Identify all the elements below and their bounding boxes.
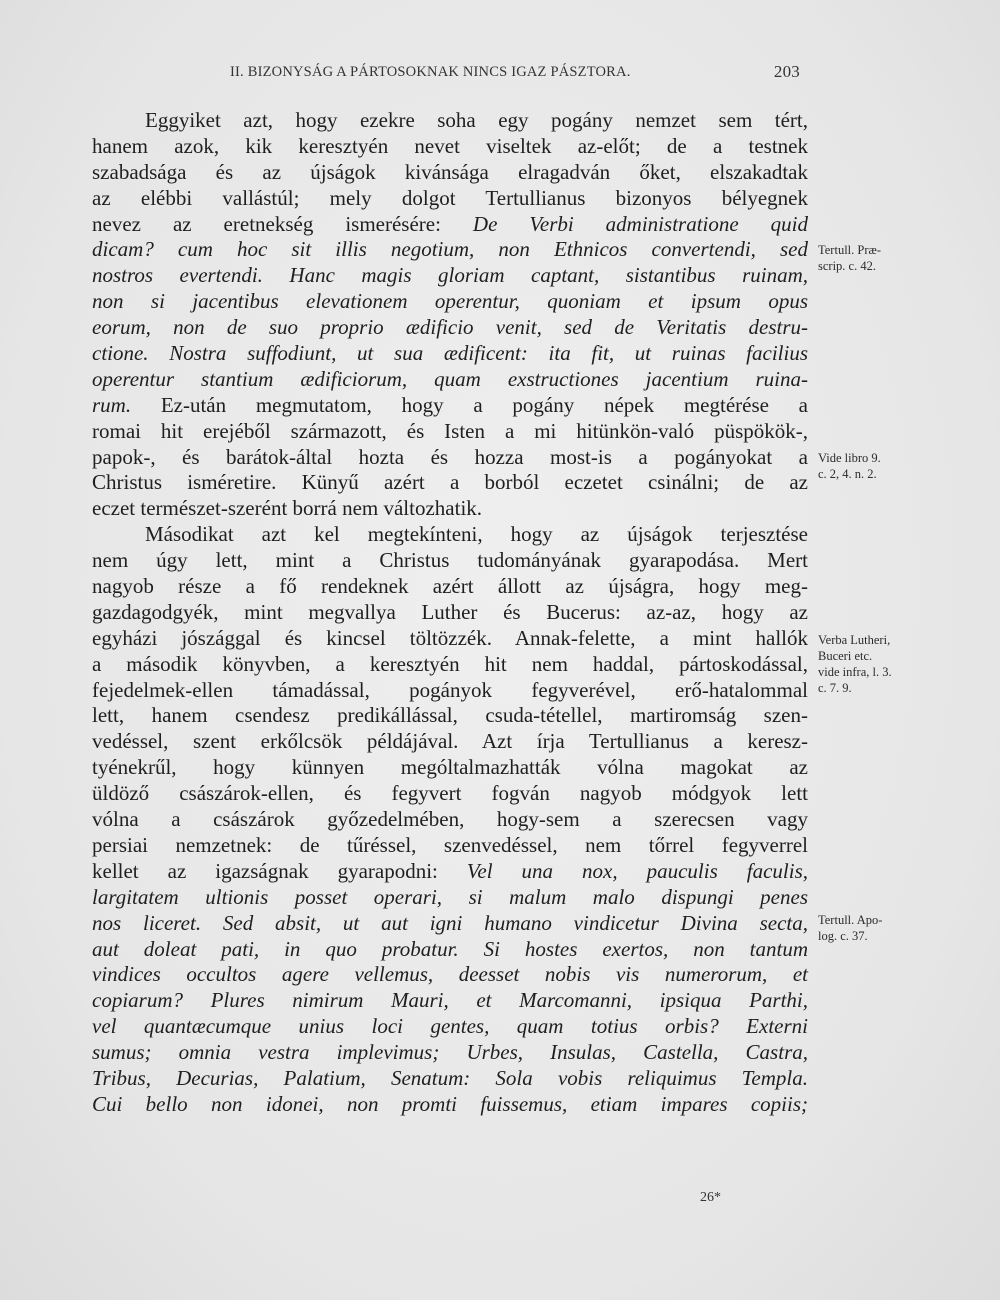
margin-note-line: log. c. 37. (818, 929, 868, 943)
text-segment: vindices occultos agere vellemus, deesset nobis vis numerorum, et (92, 962, 808, 987)
text-segment: nem úgy lett, mint a Christus tudományának gyarapodása. Mert (92, 548, 808, 573)
text-segment: szabadsága és az újságok kivánsága elragadván őket, elszakadtak (92, 159, 808, 184)
text-segment: non si jacentibus elevationem operentur, quoniam et ipsum opus (92, 289, 808, 314)
page-number: 203 (773, 62, 800, 81)
text-segment: nevez az eretnekség ismerésére: (92, 211, 473, 236)
text-line (92, 911, 808, 937)
text-segment: egyházi jószággal és kincsel töltözzék. Annak-felette, a mint hallók (92, 625, 808, 650)
text-segment: lett, hanem csendesz predikállással, csuda-tétellel, martiromság szen- (92, 703, 808, 728)
text-line (92, 729, 808, 755)
text-segment: Eggyiket azt, hogy ezekre soha egy pogány nemzet sem tért, (145, 108, 808, 132)
margin-note-line: vide infra, l. 3. (818, 665, 892, 679)
text-segment: copiarum? Plures nimirum Mauri, et Marcomanni, ipsiqua Parthi, (92, 988, 808, 1013)
text-segment: papok-, és barátok-által hozta és hozza most-is a pogányokat a (92, 444, 808, 469)
text-segment: Másodikat azt kel megtekínteni, hogy az újságok terjesztése (145, 522, 808, 547)
text-segment: persiai nemzetnek: de tűréssel, szenvedéssel, nem tőrrel fegyverrel (92, 832, 808, 857)
text-line (92, 859, 808, 885)
text-segment: nos liceret. Sed absit, ut aut igni humano vindicetur Divina secta, (92, 910, 808, 935)
text-segment: hanem azok, kik keresztyén nevet viseltek az-előt; de a testnek (92, 133, 808, 158)
text-line (92, 626, 808, 652)
margin-note-vide-libro (818, 450, 928, 482)
margin-note-line: scrip. c. 42. (818, 259, 876, 273)
text-line (92, 470, 808, 496)
text-line (92, 937, 808, 963)
text-segment: kellet az igazságnak gyarapodni: (92, 858, 467, 883)
text-line (92, 652, 808, 678)
text-segment-italic: De Verbi administratione quid (472, 211, 809, 236)
body-text (92, 108, 808, 1118)
text-segment: fejedelmek-ellen támadással, pogányok fegyverével, erő-hatalommal (92, 677, 808, 702)
text-line (92, 186, 808, 212)
margin-note-line: Tertull. Apo- (818, 913, 883, 927)
text-line (92, 600, 808, 626)
margin-note-tertull-apolog (818, 912, 928, 944)
text-segment: nagyob része a fő rendeknek azért állott az újságra, hogy meg- (92, 574, 808, 599)
text-line (92, 1040, 808, 1066)
page-header (230, 62, 800, 88)
text-segment: gazdagodgyék, mint megvallya Luther és Bucerus: az-az, hogy az (92, 599, 808, 624)
text-line (92, 962, 808, 988)
text-segment-italic: Vel una nox, pauculis faculis, (466, 858, 808, 883)
text-line (92, 108, 808, 134)
margin-note-line: c. 7. 9. (818, 681, 852, 695)
text-line (92, 833, 808, 859)
text-line (92, 160, 808, 186)
text-segment: a második könyvben, a keresztyén hit nem haddal, pártoskodással, (92, 651, 808, 676)
text-line (92, 574, 808, 600)
margin-note-line: Buceri etc. (818, 649, 873, 663)
text-segment: operentur stantium ædificiorum, quam exstructiones jacentium ruina- (92, 366, 808, 391)
text-line (92, 988, 808, 1014)
text-line (92, 522, 808, 548)
signature-mark: 26* (700, 1190, 721, 1205)
text-line (92, 496, 808, 522)
text-segment: ctione. Nostra suffodiunt, ut sua ædificent: ita fit, ut ruinas facilius (92, 341, 808, 366)
text-line (92, 315, 808, 341)
margin-note-line: Tertull. Præ- (818, 243, 882, 257)
text-segment: Tribus, Decurias, Palatium, Senatum: Sola vobis reliquimus Templa. (92, 1065, 808, 1090)
text-segment: tyénekrűl, hogy künnyen mególtalmazhatták vólna magokat az (92, 755, 808, 780)
text-line (92, 1014, 808, 1040)
margin-note-verba-lutheri (818, 632, 928, 696)
text-line (92, 678, 808, 704)
margin-note-line: Verba Lutheri, (818, 633, 891, 647)
text-line (92, 237, 808, 263)
running-title: II. BIZONYSÁG A PÁRTOSOKNAK NINCS IGAZ PÁSZTORA. (230, 64, 631, 80)
text-segment: vedéssel, szent erkőlcsök példájával. Azt írja Tertullianus a keresz- (92, 729, 808, 754)
text-line (92, 263, 808, 289)
text-segment: eczet természet-szerént borrá nem változhatik. (92, 496, 483, 521)
text-segment: Cui bello non idonei, non promti fuissemus, etiam impares copiis; (92, 1091, 808, 1116)
text-line (92, 445, 808, 471)
margin-note-line: Vide libro 9. (818, 451, 881, 465)
text-segment: az elébbi vallástúl; mely dolgot Tertullianus bizonyos bélyegnek (92, 185, 808, 210)
text-line (92, 212, 808, 238)
text-segment: sumus; omnia vestra implevimus; Urbes, Insulas, Castella, Castra, (92, 1040, 808, 1065)
text-segment: dicam? cum hoc sit illis negotium, non Ethnicos convertendi, sed (92, 237, 808, 262)
text-segment: üldöző császárok-ellen, és fegyvert fogván nagyob módgyok lett (92, 781, 808, 806)
text-segment: rum. (92, 392, 132, 417)
text-line (92, 1092, 808, 1118)
text-segment: nostros evertendi. Hanc magis gloriam captant, sistantibus ruinam, (92, 263, 808, 288)
text-line (92, 289, 808, 315)
text-line (92, 548, 808, 574)
text-line (92, 703, 808, 729)
text-line (92, 885, 808, 911)
text-line (92, 755, 808, 781)
text-line (92, 807, 808, 833)
text-line (92, 393, 808, 419)
text-segment: largitatem ultionis posset operari, si malum malo dispungi penes (92, 884, 808, 909)
text-segment: romai hit erejéből származott, és Isten a mi hitünkön-való püspökök-, (92, 418, 808, 443)
text-line (92, 341, 808, 367)
text-segment: eorum, non de suo proprio ædificio venit, sed de Veritatis destru- (92, 315, 808, 340)
text-line (92, 134, 808, 160)
text-segment: vólna a császárok győzedelmében, hogy-sem a szerecsen vagy (92, 807, 808, 832)
text-segment: aut doleat pati, in quo probatur. Si hostes exertos, non tantum (92, 936, 808, 961)
text-segment: vel quantæcumque unius loci gentes, quam totius orbis? Externi (92, 1014, 808, 1039)
text-line (92, 1066, 808, 1092)
text-line (92, 781, 808, 807)
text-line (92, 367, 808, 393)
text-segment: Ez-után megmutatom, hogy a pogány népek megtérése a (131, 392, 808, 417)
margin-note-tertull-praescrip (818, 242, 928, 274)
margin-note-line: c. 2, 4. n. 2. (818, 467, 877, 481)
text-segment: Christus isméretire. Künyű azért a borból eczetet csinálni; de az (92, 470, 808, 495)
text-line (92, 419, 808, 445)
